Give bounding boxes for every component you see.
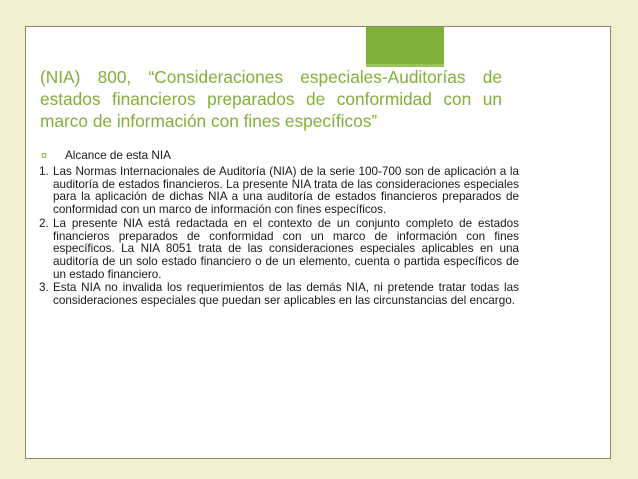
list-item (39, 166, 519, 217)
item-text: Esta NIA no invalida los requerimientos de las demás NIA, ni pretende tratar todas las consideraciones especiales que puedan ser aplicables en las circunstancias del encargo. (53, 281, 519, 308)
list-item (39, 282, 519, 307)
list-item (39, 218, 519, 282)
item-number: 3. (39, 281, 49, 295)
bullet-heading-row (39, 150, 519, 163)
item-text: Las Normas Internacionales de Auditoría (NIA) de la serie 100-700 son de aplicación a la auditoría de estados financieros. La presente NIA trata de las consideraciones especiales para la aplicación de dichas NIA a una auditoría de estados financieros preparados de conformidad con un marco de información con fines específicos. (53, 165, 519, 217)
slide-body (39, 150, 519, 309)
accent-tab (366, 27, 444, 64)
item-number: 1. (39, 165, 49, 178)
item-text: La presente NIA está redactada en el contexto de un conjunto completo de estados financieros preparados de conformidad con un marco de información con fines específicos. La NIA 8051 trata de las consideraciones especiales aplicables en una auditoría de un solo estado financiero o de un elemento, cuenta o partida específicos de un estado financiero. (53, 216, 519, 281)
item-number: 2. (39, 216, 49, 230)
slide-title: (NIA) 800, “Consideraciones especiales-Auditorías de estados financieros preparados de conformidad con un marco de información con fines específicos” (40, 67, 502, 131)
section-heading: Alcance de esta NIA (65, 149, 171, 162)
wingding-bullet-icon: ¤ (41, 150, 48, 162)
